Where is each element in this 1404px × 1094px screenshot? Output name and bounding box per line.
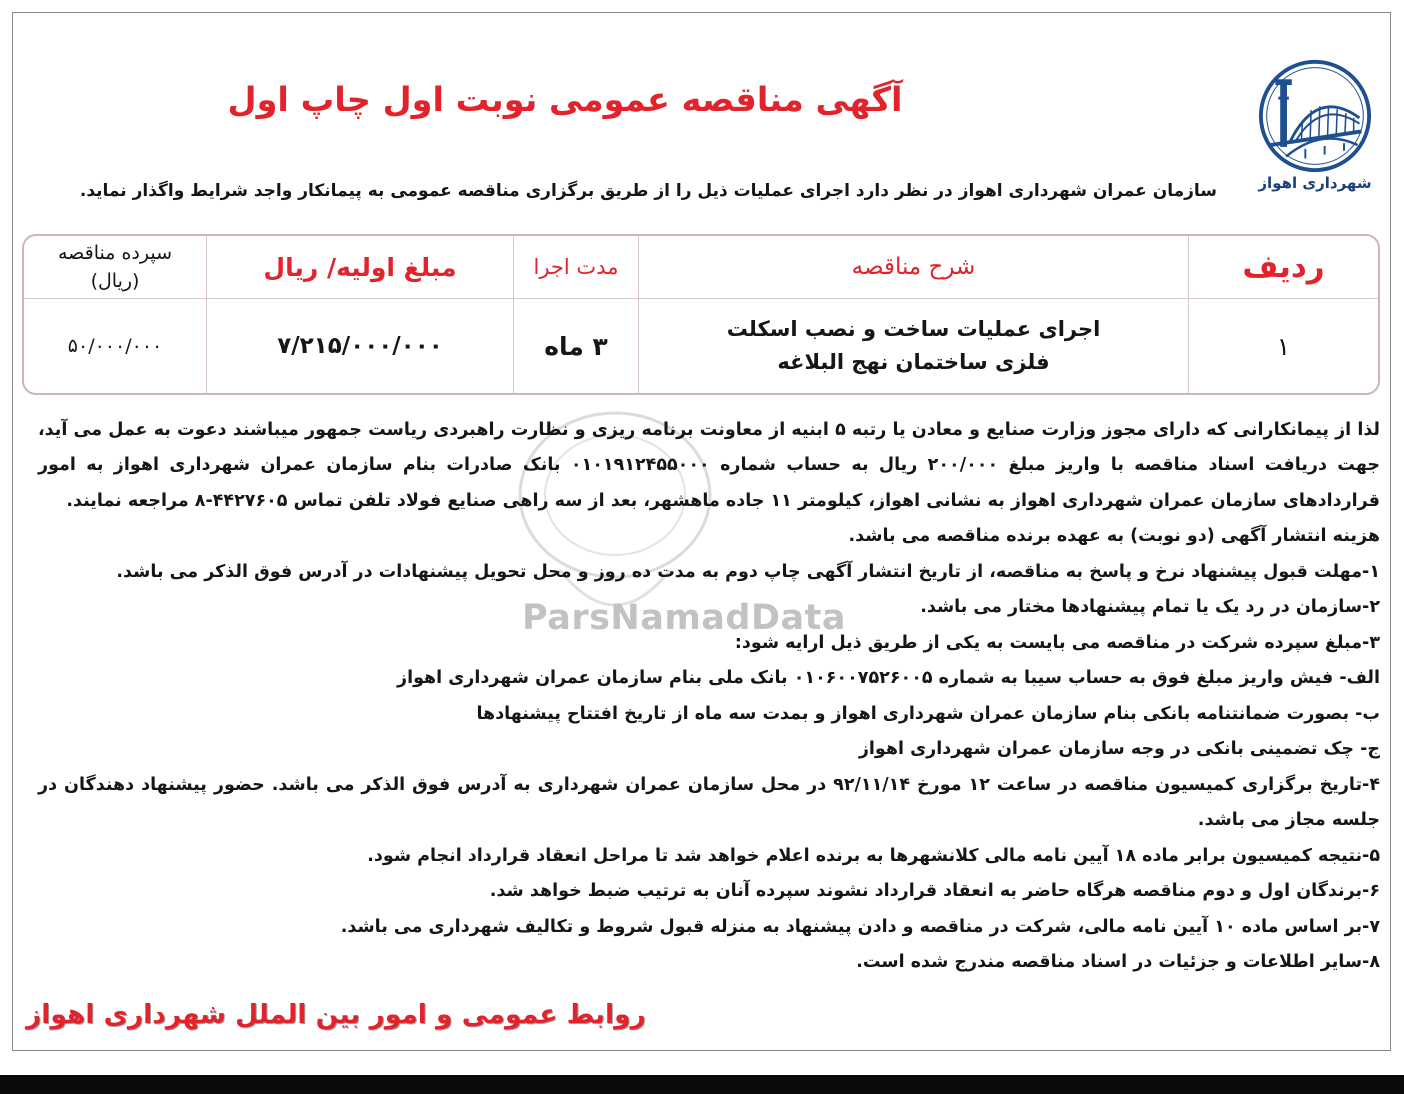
tender-table — [22, 234, 1380, 395]
footer-signature: روابط عمومی و امور بین الملل شهرداری اهواز — [26, 999, 646, 1030]
condition-item-7: ۷-بر اساس ماده ۱۰ آیین نامه مالی، شرکت در مناقصه و دادن پیشنهاد به منزله قبول شروط و تکالیف شهرداری می باشد. — [340, 916, 1380, 937]
condition-item-3: ۳-مبلغ سپرده شرکت در مناقصه می بایست به یکی از طریق ذیل ارایه شود: — [734, 632, 1380, 653]
cell-duration: ۳ ماه — [513, 299, 638, 393]
condition-item-5: ۵-نتیجه کمیسیون برابر ماده ۱۸ آیین نامه مالی کلانشهرها به برنده اعلام خواهد شد تا مراحل انعقاد قرارداد انجام شود. — [367, 845, 1380, 866]
condition-item-6: ۶-برندگان اول و دوم مناقصه هرگاه حاضر به انعقاد قرارداد نشوند سپرده آنان به ترتیب ضبط خواهد شد. — [489, 881, 1380, 902]
cost-note: هزینه انتشار آگهی (دو نوبت) به عهده برنده مناقصه می باشد. — [848, 526, 1380, 547]
header-deposit-label: سپرده مناقصه — [57, 242, 173, 264]
header-duration: مدت اجرا — [513, 236, 638, 299]
header-deposit-unit: (ریال) — [90, 270, 140, 292]
cell-description-line: فلزی ساختمان نهج البلاغه — [777, 350, 1050, 374]
watermark-text: ParsNamadData — [522, 598, 846, 638]
cell-description — [638, 299, 1188, 393]
title-container — [225, 62, 905, 138]
bottom-black-band — [0, 1075, 1404, 1094]
bridge-logo-icon — [1257, 58, 1373, 174]
header-description: شرح مناقصه — [638, 236, 1188, 299]
deposit-option-c: ج- چک تضمینی بانکی در وجه سازمان عمران شهرداری اهواز — [858, 739, 1380, 760]
ad-title: آگهی مناقصه عمومی نوبت اول چاپ اول — [227, 79, 903, 119]
header-initial-amount: مبلغ اولیه/ ریال — [206, 236, 513, 299]
ad-body — [38, 413, 1380, 981]
cell-description-line: اجرای عملیات ساخت و نصب اسکلت — [726, 317, 1101, 341]
deposit-option-a: الف- فیش واریز مبلغ فوق به حساب سیبا به شماره ۰۱۰۶۰۰۷۵۲۶۰۰۵ بانک ملی بنام سازمان عمران شهرداری اهواز — [397, 668, 1380, 689]
logo-caption: شهرداری اهواز — [1258, 174, 1372, 192]
cell-row-number: ۱ — [1188, 299, 1378, 393]
intro-container — [50, 174, 1217, 208]
condition-item-1: ۱-مهلت قبول پیشنهاد نرخ و پاسخ به مناقصه، از تاریخ انتشار آگهی چاپ دوم به مدت ده روز و محل تحویل پیشنهادات در آدرس فوق الذکر می باشد. — [116, 561, 1380, 582]
invitation-paragraph: لذا از پیمانکارانی که دارای مجوز وزارت صنایع و معادن یا رتبه ۵ ابنیه از معاونت برنامه ریزی و نظارت راهبردی ریاست جمهور میباشند دعوت به عمل می آید، جهت دریافت اسناد مناقصه با واریز مبلغ ۲۰۰/۰۰۰ ریال به حساب شماره ۰۱۰۱۹۱۲۴۵۵۰۰۰ بانک صادرات بنام سازمان عمران شهرداری اهواز به امور قراردادهای سازمان عمران شهرداری اهواز به نشانی اهواز، کیلومتر ۱۱ جاده ماهشهر، بعد از سه راهی صنایع فولاد تلفن تماس ۴۴۲۷۶۰۵-۸ مراجعه نمایند. — [38, 420, 1381, 511]
cell-initial-amount: ۷/۲۱۵/۰۰۰/۰۰۰ — [206, 299, 513, 393]
condition-item-2: ۲-سازمان در رد یک یا تمام پیشنهادها مختار می باشد. — [920, 597, 1380, 618]
intro-text: سازمان عمران شهرداری اهواز در نظر دارد اجرای عملیات ذیل را از طریق برگزاری مناقصه عمومی به پیمانکار واجد شرایط واگذار نماید. — [79, 181, 1217, 201]
header-row-number: ردیف — [1188, 236, 1378, 299]
condition-item-8: ۸-سایر اطلاعات و جزئیات در اسناد مناقصه مندرج شده است. — [856, 952, 1380, 973]
municipality-logo — [1250, 58, 1380, 208]
header-deposit — [24, 236, 206, 299]
footer-container — [26, 994, 646, 1036]
condition-item-4: ۴-تاریخ برگزاری کمیسیون مناقصه در ساعت ۱۲ مورخ ۹۲/۱۱/۱۴ در محل سازمان عمران شهرداری به آدرس فوق الذکر می باشد. حضور پیشنهاد دهندگان در جلسه مجاز می باشد. — [38, 774, 1380, 831]
deposit-option-b: ب- بصورت ضمانتنامه بانکی بنام سازمان عمران شهرداری اهواز و بمدت سه ماه از تاریخ افتتاح پیشنهادها — [476, 703, 1380, 724]
cell-deposit: ۵۰/۰۰۰/۰۰۰ — [67, 335, 163, 357]
